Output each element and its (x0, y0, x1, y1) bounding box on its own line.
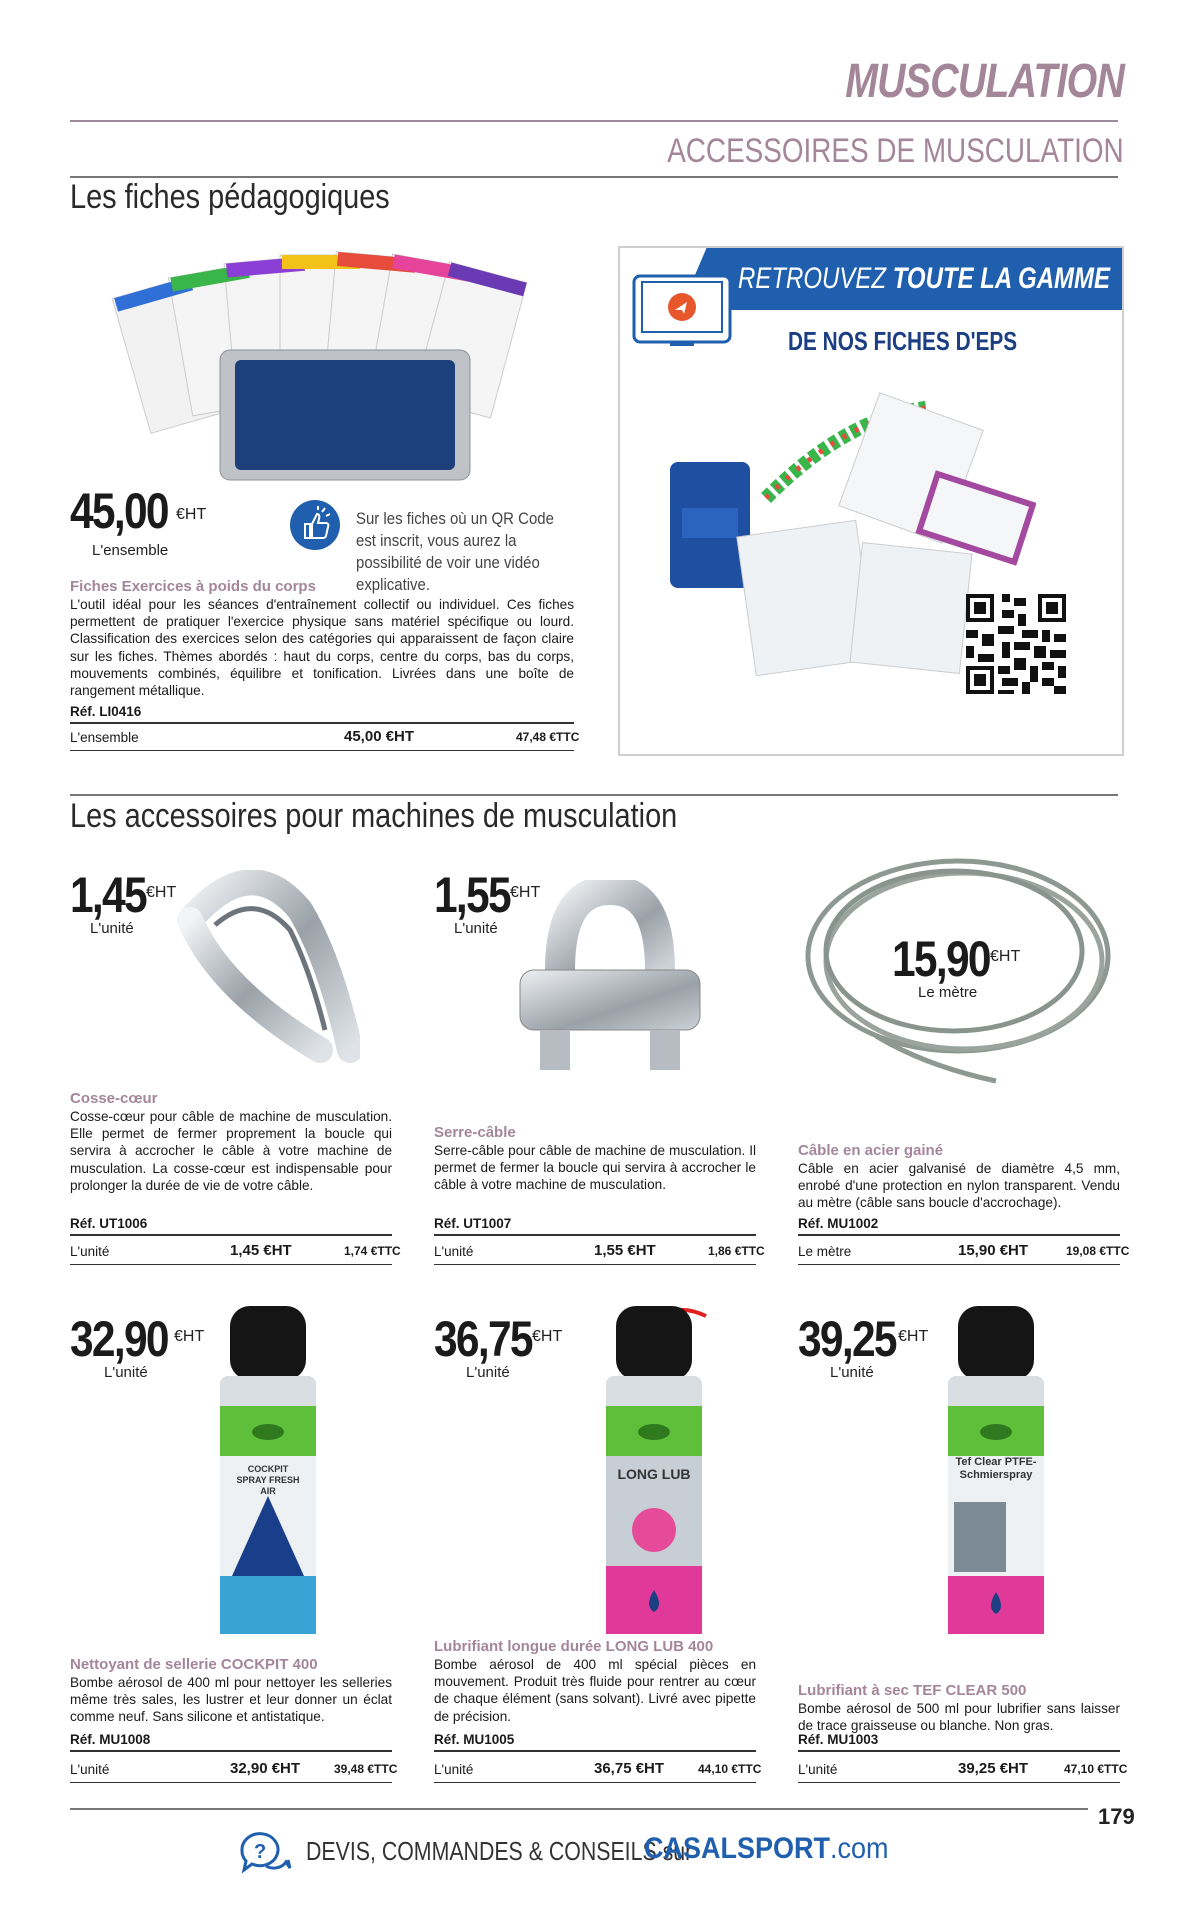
p1-row-ttc: 1,74 €TTC (344, 1244, 401, 1258)
p5-price-sub: L'unité (466, 1364, 510, 1381)
p5-row-ht: 36,75 €HT (594, 1760, 665, 1777)
fiches-product-image (70, 230, 590, 490)
thumbs-up-icon (290, 500, 340, 550)
p4-price-unit: €HT (174, 1328, 205, 1345)
p2-image (500, 880, 720, 1080)
fiches-row-ht: 45,00 €HT (344, 728, 415, 745)
p2-price: 1,55 (434, 867, 510, 923)
p4-row-label: L'unité (70, 1762, 110, 1777)
p4-description: Bombe aérosol de 400 ml pour nettoyer les selleries même très sales, les lustrer et leur donner un éclat comme neuf. Sans silicone et antistatique. (70, 1675, 392, 1725)
p5-description: Bombe aérosol de 400 ml spécial pièces en mouvement. Produit très fluide pour rentrer au cœur de chaque élément (sans solvant). Livré avec pipette de précision. (434, 1657, 756, 1724)
p4-row-ttc: 39,48 €TTC (334, 1762, 398, 1776)
p2-row-divider (434, 1234, 756, 1236)
p1-price-unit: €HT (146, 884, 177, 901)
section-title-fiches: Les fiches pédagogiques (70, 178, 390, 216)
fiches-product-ref: Réf. LI0416 (70, 704, 142, 719)
p3-price-unit: €HT (990, 948, 1021, 965)
p5-ref: Réf. MU1005 (434, 1732, 515, 1747)
p4-price: 32,90 (70, 1311, 168, 1367)
fiches-price: 45,00 (70, 483, 168, 539)
qr-code-icon[interactable] (966, 594, 1066, 694)
p6-row-label: L'unité (798, 1762, 838, 1777)
p3-row-label: Le mètre (798, 1244, 852, 1259)
p3-row-bottom (798, 1264, 1120, 1265)
p6-row-bottom (798, 1782, 1120, 1783)
p5-price: 36,75 (434, 1311, 532, 1367)
page-number: 179 (1098, 1804, 1135, 1829)
p5-image (596, 1300, 716, 1636)
p1-image (160, 870, 360, 1070)
p6-description: Bombe aérosol de 500 ml pour lubrifier sans laisser de trace graisseuse ou blanche. Non gras. (798, 1701, 1120, 1734)
p4-can-text: COCKPIT SPRAY FRESH AIR (236, 1464, 300, 1496)
p4-row-divider (70, 1750, 392, 1752)
p1-row-ht: 1,45 €HT (230, 1242, 292, 1259)
p2-price-sub: L'unité (454, 920, 498, 937)
p3-description: Câble en acier galvanisé de diamètre 4,5 mm, enrobé d'une protection en nylon transparent. Vendu au mètre (câble sans boucle d'accrochage). (798, 1161, 1120, 1211)
p2-row-ht: 1,55 €HT (594, 1242, 656, 1259)
p4-name: Nettoyant de sellerie COCKPIT 400 (70, 1656, 318, 1673)
svg-text:?: ? (254, 1841, 267, 1863)
p5-row-divider (434, 1750, 756, 1752)
category-title: MUSCULATION (845, 55, 1124, 108)
p2-row-bottom (434, 1264, 756, 1265)
promo-line1: RETROUVEZ TOUTE LA GAMME (738, 262, 1111, 295)
qr-note-text: Sur les fiches où un QR Code est inscrit, vous aurez la possibilité de voir une vidéo explicative. (356, 509, 554, 594)
fiches-product-description: L'outil idéal pour les séances d'entraînement collectif ou individuel. Ces fiches permettent de pratiquer l'exercice physique sans matériel spécifique ou lourd. Classification des exercices selon des catégories qui apparaissent de façon claire sur les fiches. Thèmes abordés : haut du corps, centre du corps, bas du corps, mouvements combinés, équilibre et tonification. Livrées dans une boîte de rangement métallique. (70, 597, 574, 699)
p1-price-sub: L'unité (90, 920, 134, 937)
footer-text: DEVIS, COMMANDES & CONSEILS sur (306, 1836, 693, 1866)
p5-can-text: LONG LUB (617, 1466, 691, 1482)
p3-name: Câble en acier gainé (798, 1142, 944, 1159)
p6-price-sub: L'unité (830, 1364, 874, 1381)
laptop-icon (630, 272, 734, 348)
p1-description: Cosse-cœur pour câble de machine de musculation. Elle permet de fermer proprement la boucle qui servira à accrocher le câble à votre machine de musculation. La cosse-cœur est indispensable pour prolonger la durée de vie de votre câble. (70, 1109, 392, 1193)
fiches-product-name: Fiches Exercices à poids du corps (70, 578, 316, 595)
p6-row-divider (798, 1750, 1120, 1752)
p3-row-divider (798, 1234, 1120, 1236)
p2-description: Serre-câble pour câble de machine de musculation. Il permet de fermer la boucle qui servira à accrocher le câble à votre machine de musculation. (434, 1143, 756, 1193)
p6-price: 39,25 (798, 1311, 896, 1367)
p2-price-unit: €HT (510, 884, 541, 901)
p5-name: Lubrifiant longue durée LONG LUB 400 (434, 1638, 714, 1655)
fiches-row-ttc: 47,48 €TTC (516, 730, 580, 744)
p3-row-ht: 15,90 €HT (958, 1242, 1029, 1259)
p3-row-ttc: 19,08 €TTC (1066, 1244, 1130, 1258)
header-divider (70, 120, 1118, 122)
footer-brand[interactable]: CASALSPORT.com (644, 1832, 889, 1865)
footer-divider (70, 1808, 1088, 1810)
promo-box[interactable] (618, 246, 1124, 756)
p1-row-label: L'unité (70, 1244, 110, 1259)
p2-name: Serre-câble (434, 1124, 516, 1141)
p6-can-text: Tef Clear PTFE-Schmierspray (955, 1456, 1037, 1481)
p4-row-ht: 32,90 €HT (230, 1760, 301, 1777)
p1-row-bottom (70, 1264, 392, 1265)
p5-row-label: L'unité (434, 1762, 474, 1777)
p2-row-ttc: 1,86 €TTC (708, 1244, 765, 1258)
p2-ref: Réf. UT1007 (434, 1216, 512, 1231)
promo-line2: DE NOS FICHES D'EPS (788, 326, 1018, 356)
p4-row-bottom (70, 1782, 392, 1783)
section-title-accessoires: Les accessoires pour machines de musculation (70, 797, 678, 835)
fiches-price-sub: L'ensemble (92, 542, 169, 559)
p2-row-label: L'unité (434, 1244, 474, 1259)
p6-name: Lubrifiant à sec TEF CLEAR 500 (798, 1682, 1027, 1699)
fiches-row-label: L'ensemble (70, 730, 139, 745)
p6-row-ht: 39,25 €HT (958, 1760, 1029, 1777)
fiches-row-divider (70, 722, 574, 724)
p1-row-divider (70, 1234, 392, 1236)
p4-ref: Réf. MU1008 (70, 1732, 151, 1747)
p3-price-sub: Le mètre (918, 984, 978, 1001)
p6-row-ttc: 47,10 €TTC (1064, 1762, 1128, 1776)
p6-image (940, 1306, 1052, 1636)
p5-price-unit: €HT (532, 1328, 563, 1345)
p5-row-bottom (434, 1782, 756, 1783)
p3-price: 15,90 (892, 931, 990, 987)
p4-image (212, 1306, 324, 1636)
p1-price: 1,45 (70, 867, 146, 923)
chat-question-icon (236, 1826, 292, 1878)
p5-row-ttc: 44,10 €TTC (698, 1762, 762, 1776)
p4-price-sub: L'unité (104, 1364, 148, 1381)
fiches-price-unit: €HT (176, 506, 207, 523)
p1-ref: Réf. UT1006 (70, 1216, 148, 1231)
subcategory-title: ACCESSOIRES DE MUSCULATION (667, 132, 1124, 170)
fiches-row-bottom (70, 750, 574, 751)
p3-ref: Réf. MU1002 (798, 1216, 879, 1231)
section2-divider (70, 794, 1118, 796)
p6-price-unit: €HT (898, 1328, 929, 1345)
p6-ref: Réf. MU1003 (798, 1732, 879, 1747)
p1-name: Cosse-cœur (70, 1090, 158, 1107)
